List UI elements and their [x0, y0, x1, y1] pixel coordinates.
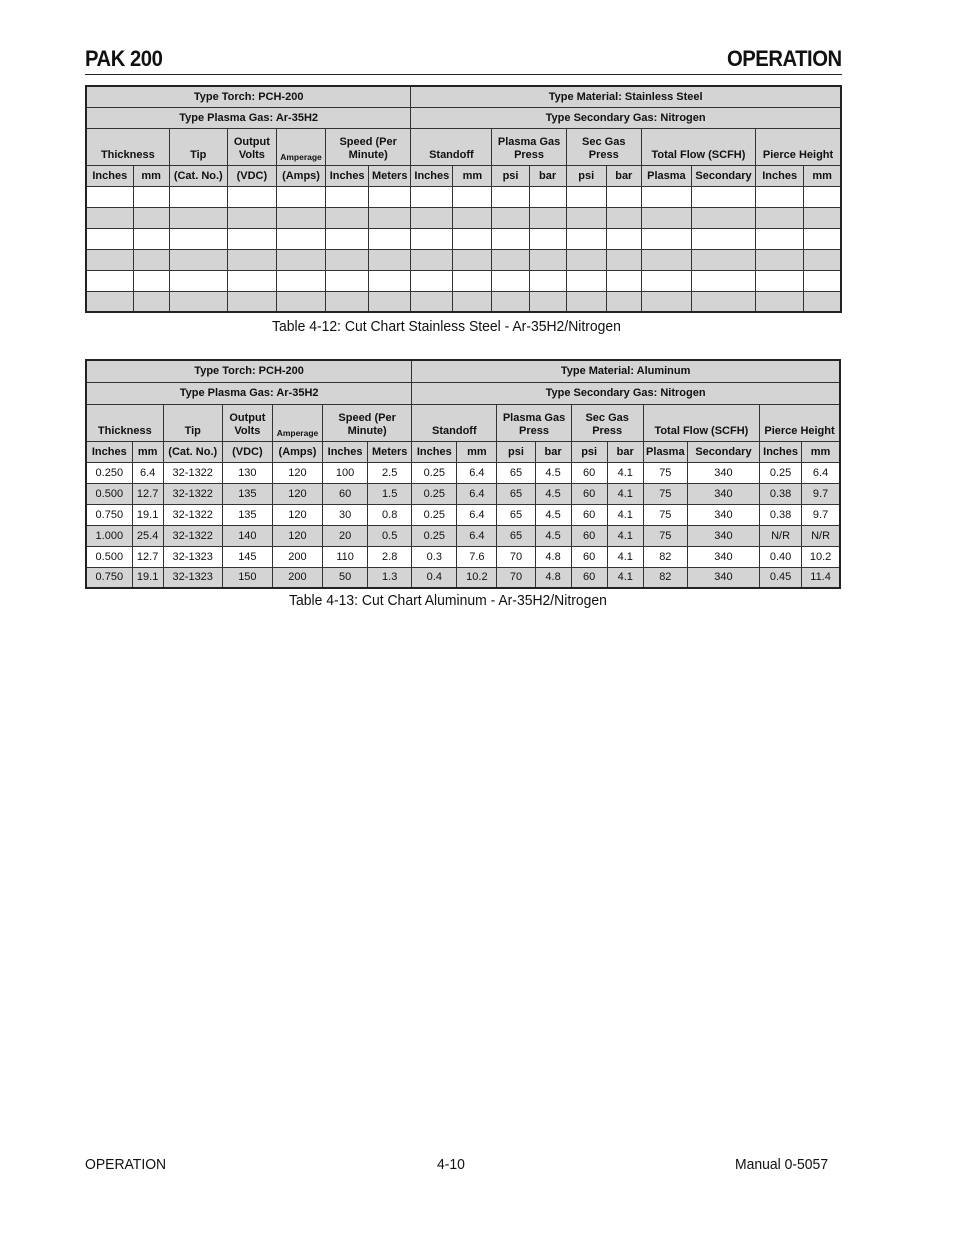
- product-title: PAK 200: [85, 46, 163, 71]
- unit-cell: Inches: [411, 165, 453, 186]
- table-cell: [411, 291, 453, 312]
- table-cell: N/R: [760, 525, 802, 546]
- unit-cell: Secondary: [691, 165, 755, 186]
- header-output-volts: Output Volts: [227, 128, 276, 165]
- table-cell: 32-1323: [163, 546, 222, 567]
- table-cell: [606, 270, 641, 291]
- table-cell: [86, 207, 133, 228]
- secondary-gas-type: Type Secondary Gas: Nitrogen: [412, 382, 840, 404]
- table-cell: 0.5: [368, 525, 412, 546]
- unit-cell: Meters: [369, 165, 411, 186]
- table-cell: 4.5: [535, 525, 571, 546]
- header-tip: Tip: [169, 128, 227, 165]
- table-cell: 4.1: [607, 504, 643, 525]
- table-cell: [641, 249, 691, 270]
- table-cell: [492, 228, 529, 249]
- table-cell: 10.2: [802, 546, 840, 567]
- table-cell: 150: [222, 567, 272, 588]
- table-cell: [606, 228, 641, 249]
- header-standoff: Standoff: [411, 128, 492, 165]
- table-cell: [133, 228, 169, 249]
- table-row: [86, 291, 841, 312]
- table-cell: 82: [643, 567, 687, 588]
- table-cell: 60: [571, 483, 607, 504]
- unit-cell: bar: [529, 165, 566, 186]
- table-cell: [804, 207, 841, 228]
- table-cell: 340: [687, 546, 759, 567]
- table-cell: [369, 270, 411, 291]
- table-caption: Table 4-12: Cut Chart Stainless Steel - Ar-35H2/Nitrogen: [272, 318, 621, 335]
- table-row: [86, 186, 841, 207]
- table-cell: 1.5: [368, 483, 412, 504]
- unit-cell: (Cat. No.): [169, 165, 227, 186]
- table-cell: 6.4: [457, 483, 497, 504]
- table-row: [86, 249, 841, 270]
- unit-cell: bar: [606, 165, 641, 186]
- unit-cell: (Cat. No.): [163, 441, 222, 462]
- table-cell: [566, 228, 606, 249]
- table-cell: [529, 207, 566, 228]
- table-cell: 0.750: [86, 567, 132, 588]
- table-cell: 120: [272, 525, 322, 546]
- table-cell: [169, 249, 227, 270]
- table-cell: [756, 186, 804, 207]
- table-cell: 4.5: [535, 483, 571, 504]
- table-cell: [169, 207, 227, 228]
- header-pierce-height: Pierce Height: [756, 128, 841, 165]
- table-cell: 6.4: [457, 462, 497, 483]
- table-cell: [369, 291, 411, 312]
- table-cell: [276, 291, 325, 312]
- table-cell: 32-1322: [163, 504, 222, 525]
- table-cell: [369, 228, 411, 249]
- table-cell: [691, 207, 755, 228]
- table-cell: [641, 228, 691, 249]
- table-cell: 32-1322: [163, 525, 222, 546]
- table-cell: [369, 207, 411, 228]
- table-cell: [756, 228, 804, 249]
- header-thickness: Thickness: [86, 128, 169, 165]
- table-cell: 6.4: [132, 462, 163, 483]
- table-cell: 145: [222, 546, 272, 567]
- header-sec-gas-press: Sec Gas Press: [566, 128, 641, 165]
- table-cell: 1.000: [86, 525, 132, 546]
- table-cell: [492, 270, 529, 291]
- table-cell: [86, 249, 133, 270]
- table-cell: [411, 186, 453, 207]
- table-cell: [804, 249, 841, 270]
- unit-cell: Meters: [368, 441, 412, 462]
- table-cell: [169, 270, 227, 291]
- unit-cell: mm: [132, 441, 163, 462]
- table-cell: 7.6: [457, 546, 497, 567]
- plasma-gas-type: Type Plasma Gas: Ar-35H2: [86, 107, 411, 128]
- unit-cell: Inches: [326, 165, 369, 186]
- table-cell: 110: [323, 546, 368, 567]
- table-cell: 135: [222, 504, 272, 525]
- unit-cell: Secondary: [687, 441, 759, 462]
- table-cell: 0.250: [86, 462, 132, 483]
- table-cell: 4.8: [535, 567, 571, 588]
- table-cell: 9.7: [802, 504, 840, 525]
- table-cell: [453, 270, 492, 291]
- header-speed: Speed (Per Minute): [323, 404, 412, 441]
- table-cell: [276, 186, 325, 207]
- header-amperage: Amperage: [276, 128, 325, 165]
- unit-cell: psi: [566, 165, 606, 186]
- unit-cell: Plasma: [641, 165, 691, 186]
- material-type: Type Material: Stainless Steel: [411, 86, 841, 107]
- page-number: 4-10: [437, 1156, 465, 1173]
- table-cell: [492, 186, 529, 207]
- table-cell: 60: [571, 462, 607, 483]
- table-cell: [411, 270, 453, 291]
- table-cell: 0.38: [760, 483, 802, 504]
- table-cell: [529, 270, 566, 291]
- unit-cell: mm: [804, 165, 841, 186]
- table-cell: 0.500: [86, 546, 132, 567]
- table-cell: [606, 207, 641, 228]
- table-cell: 60: [571, 546, 607, 567]
- table-cell: [411, 249, 453, 270]
- unit-cell: (VDC): [222, 441, 272, 462]
- material-type: Type Material: Aluminum: [412, 360, 840, 382]
- table-cell: 340: [687, 525, 759, 546]
- table-cell: 65: [497, 504, 535, 525]
- table-cell: 0.38: [760, 504, 802, 525]
- table-cell: [86, 186, 133, 207]
- table-cell: [492, 207, 529, 228]
- table-cell: 4.5: [535, 504, 571, 525]
- table-cell: 4.1: [607, 462, 643, 483]
- table-row: [86, 207, 841, 228]
- table-row: [86, 462, 840, 483]
- table-cell: [529, 291, 566, 312]
- table-cell: [133, 207, 169, 228]
- table-cell: [691, 228, 755, 249]
- table-cell: 50: [323, 567, 368, 588]
- table-cell: 6.4: [457, 504, 497, 525]
- table-cell: [227, 207, 276, 228]
- table-cell: [804, 270, 841, 291]
- header-thickness: Thickness: [86, 404, 163, 441]
- table-cell: [566, 291, 606, 312]
- table-cell: [691, 249, 755, 270]
- table-cell: 60: [571, 504, 607, 525]
- table-cell: [133, 270, 169, 291]
- table-cell: [326, 291, 369, 312]
- unit-cell: Inches: [86, 441, 132, 462]
- section-title: OPERATION: [727, 46, 842, 71]
- header-output-volts: Output Volts: [222, 404, 272, 441]
- footer-section: OPERATION: [85, 1156, 167, 1173]
- unit-cell: bar: [607, 441, 643, 462]
- table-cell: [691, 270, 755, 291]
- table-cell: 0.25: [412, 462, 457, 483]
- table-cell: 6.4: [457, 525, 497, 546]
- unit-cell: mm: [802, 441, 840, 462]
- table-cell: [529, 186, 566, 207]
- table-row: [86, 525, 840, 546]
- table-cell: 19.1: [132, 504, 163, 525]
- table-cell: 4.5: [535, 462, 571, 483]
- table-row: [86, 504, 840, 525]
- header-plasma-gas-press: Plasma Gas Press: [497, 404, 571, 441]
- table-cell: 60: [571, 525, 607, 546]
- table-cell: 32-1322: [163, 483, 222, 504]
- table-cell: 0.500: [86, 483, 132, 504]
- table-cell: [169, 228, 227, 249]
- table-cell: 9.7: [802, 483, 840, 504]
- table-cell: 0.4: [412, 567, 457, 588]
- table-cell: [411, 228, 453, 249]
- unit-cell: (Amps): [276, 165, 325, 186]
- table-cell: 4.1: [607, 546, 643, 567]
- table-cell: [566, 186, 606, 207]
- table-cell: 25.4: [132, 525, 163, 546]
- table-cell: [641, 186, 691, 207]
- units-row: [86, 165, 841, 186]
- table-body: [86, 186, 841, 312]
- secondary-gas-type: Type Secondary Gas: Nitrogen: [411, 107, 841, 128]
- table-cell: [492, 249, 529, 270]
- unit-cell: bar: [535, 441, 571, 462]
- unit-cell: Inches: [323, 441, 368, 462]
- table-cell: [641, 270, 691, 291]
- table-caption: Table 4-13: Cut Chart Aluminum - Ar-35H2/Nitrogen: [289, 592, 607, 609]
- table-cell: [326, 186, 369, 207]
- table-cell: [606, 249, 641, 270]
- table-cell: [492, 291, 529, 312]
- table-cell: 2.8: [368, 546, 412, 567]
- table-cell: 75: [643, 462, 687, 483]
- table-cell: 0.25: [412, 525, 457, 546]
- table-cell: 340: [687, 504, 759, 525]
- table-cell: [756, 249, 804, 270]
- table-cell: 82: [643, 546, 687, 567]
- table-cell: [86, 270, 133, 291]
- table-cell: 0.25: [412, 504, 457, 525]
- table-cell: 4.1: [607, 525, 643, 546]
- table-cell: [326, 249, 369, 270]
- table-cell: [276, 249, 325, 270]
- header-sec-gas-press: Sec Gas Press: [571, 404, 643, 441]
- table-cell: [606, 291, 641, 312]
- table-cell: [227, 228, 276, 249]
- table-cell: 60: [571, 567, 607, 588]
- table-cell: 0.40: [760, 546, 802, 567]
- table-cell: 20: [323, 525, 368, 546]
- table-cell: 120: [272, 462, 322, 483]
- table-cell: 12.7: [132, 483, 163, 504]
- table-cell: [227, 249, 276, 270]
- table-cell: [169, 186, 227, 207]
- table-cell: 0.8: [368, 504, 412, 525]
- table-cell: [453, 186, 492, 207]
- table-cell: 1.3: [368, 567, 412, 588]
- table-cell: 2.5: [368, 462, 412, 483]
- table-cell: 75: [643, 525, 687, 546]
- table-cell: 0.750: [86, 504, 132, 525]
- table-cell: 0.25: [760, 462, 802, 483]
- units-row: [86, 441, 840, 462]
- table-cell: 130: [222, 462, 272, 483]
- table-cell: 6.4: [802, 462, 840, 483]
- table-cell: [133, 291, 169, 312]
- table-cell: [276, 207, 325, 228]
- unit-cell: mm: [453, 165, 492, 186]
- manual-number: Manual 0-5057: [734, 1156, 828, 1173]
- cut-chart-aluminum: [85, 359, 841, 589]
- unit-cell: psi: [571, 441, 607, 462]
- table-cell: [804, 186, 841, 207]
- table-cell: [529, 228, 566, 249]
- torch-type: Type Torch: PCH-200: [86, 360, 412, 382]
- table-cell: 0.45: [760, 567, 802, 588]
- table-cell: 75: [643, 483, 687, 504]
- table-cell: [566, 249, 606, 270]
- page-header: [85, 42, 842, 75]
- table-cell: [453, 291, 492, 312]
- table-cell: [411, 207, 453, 228]
- table-cell: 4.1: [607, 483, 643, 504]
- plasma-gas-type: Type Plasma Gas: Ar-35H2: [86, 382, 412, 404]
- table-cell: 10.2: [457, 567, 497, 588]
- unit-cell: psi: [492, 165, 529, 186]
- table-cell: 340: [687, 483, 759, 504]
- table-cell: 0.3: [412, 546, 457, 567]
- table-cell: [691, 186, 755, 207]
- table-cell: [369, 249, 411, 270]
- header-amperage: Amperage: [272, 404, 322, 441]
- table-cell: 135: [222, 483, 272, 504]
- table-cell: [86, 228, 133, 249]
- table-cell: 19.1: [132, 567, 163, 588]
- torch-type: Type Torch: PCH-200: [86, 86, 411, 107]
- header-tip: Tip: [163, 404, 222, 441]
- table-cell: [529, 249, 566, 270]
- table-cell: [276, 228, 325, 249]
- unit-cell: mm: [133, 165, 169, 186]
- unit-cell: psi: [497, 441, 535, 462]
- table-cell: 32-1323: [163, 567, 222, 588]
- table-cell: N/R: [802, 525, 840, 546]
- unit-cell: (Amps): [272, 441, 322, 462]
- header-pierce-height: Pierce Height: [760, 404, 840, 441]
- table-cell: [227, 291, 276, 312]
- header-plasma-gas-press: Plasma Gas Press: [492, 128, 566, 165]
- table-cell: [227, 270, 276, 291]
- table-cell: [453, 207, 492, 228]
- table-cell: [453, 249, 492, 270]
- unit-cell: Inches: [756, 165, 804, 186]
- header-total-flow: Total Flow (SCFH): [641, 128, 755, 165]
- unit-cell: Plasma: [643, 441, 687, 462]
- table-cell: [369, 186, 411, 207]
- table-cell: [326, 207, 369, 228]
- table-cell: 65: [497, 525, 535, 546]
- table-cell: [276, 270, 325, 291]
- table-cell: 70: [497, 567, 535, 588]
- table-cell: [641, 291, 691, 312]
- table-cell: [227, 186, 276, 207]
- table-cell: [86, 291, 133, 312]
- table-cell: 75: [643, 504, 687, 525]
- unit-cell: (VDC): [227, 165, 276, 186]
- table-row: [86, 228, 841, 249]
- cut-chart-stainless-steel: [85, 85, 842, 313]
- table-body: [86, 462, 840, 588]
- table-cell: 60: [323, 483, 368, 504]
- table-cell: 100: [323, 462, 368, 483]
- table-cell: [606, 186, 641, 207]
- table-cell: 340: [687, 462, 759, 483]
- table-cell: [641, 207, 691, 228]
- table-cell: [566, 207, 606, 228]
- table-row: [86, 546, 840, 567]
- table-cell: [756, 270, 804, 291]
- header-standoff: Standoff: [412, 404, 497, 441]
- table-cell: [169, 291, 227, 312]
- unit-cell: Inches: [760, 441, 802, 462]
- table-cell: [453, 228, 492, 249]
- table-row: [86, 567, 840, 588]
- table-row: [86, 270, 841, 291]
- unit-cell: Inches: [86, 165, 133, 186]
- table-cell: 32-1322: [163, 462, 222, 483]
- table-cell: [326, 228, 369, 249]
- header-total-flow: Total Flow (SCFH): [643, 404, 759, 441]
- table-cell: [756, 291, 804, 312]
- table-cell: 200: [272, 567, 322, 588]
- table-cell: 120: [272, 483, 322, 504]
- table-cell: 120: [272, 504, 322, 525]
- table-cell: [804, 291, 841, 312]
- table-cell: [756, 207, 804, 228]
- table-cell: 11.4: [802, 567, 840, 588]
- table-cell: 65: [497, 483, 535, 504]
- table-cell: 200: [272, 546, 322, 567]
- unit-cell: Inches: [412, 441, 457, 462]
- table-cell: [691, 291, 755, 312]
- table-row: [86, 483, 840, 504]
- table-cell: 4.1: [607, 567, 643, 588]
- table-cell: 0.25: [412, 483, 457, 504]
- table-cell: 140: [222, 525, 272, 546]
- table-cell: [133, 249, 169, 270]
- table-cell: [566, 270, 606, 291]
- table-cell: 4.8: [535, 546, 571, 567]
- unit-cell: mm: [457, 441, 497, 462]
- table-cell: 12.7: [132, 546, 163, 567]
- table-cell: 30: [323, 504, 368, 525]
- header-speed: Speed (Per Minute): [326, 128, 411, 165]
- table-cell: 65: [497, 462, 535, 483]
- table-cell: 70: [497, 546, 535, 567]
- table-cell: 340: [687, 567, 759, 588]
- table-cell: [133, 186, 169, 207]
- table-cell: [326, 270, 369, 291]
- table-cell: [804, 228, 841, 249]
